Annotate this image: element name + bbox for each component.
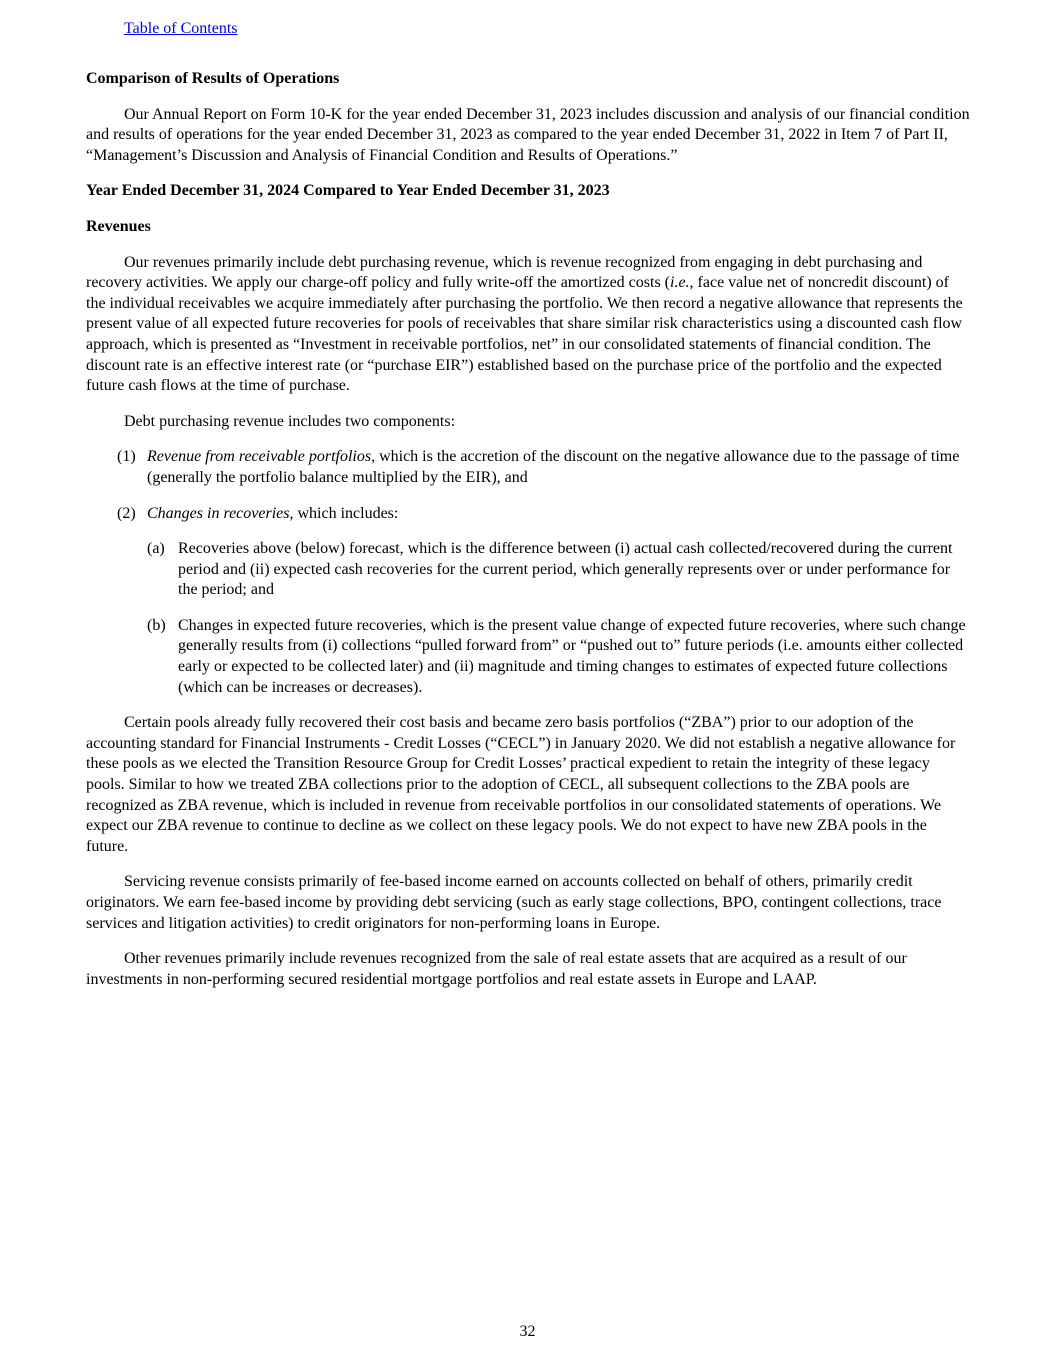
page-content — [86, 69, 970, 990]
list-marker: (2) — [117, 504, 136, 522]
list-item-1 — [86, 447, 970, 488]
comparison-heading: Comparison of Results of Operations — [86, 70, 340, 87]
list-item-2a — [86, 539, 970, 601]
item-2a-text: Recoveries above (below) forecast, which is the difference between (i) actual cash collected/recovered during the current period and (ii) expected cash recoveries for the current period, which generally represents over or under performance for the period; and — [178, 540, 953, 599]
other-revenues-paragraph: Other revenues primarily include revenues recognized from the sale of real estate assets that are acquired as a result of our investments in non-performing secured residential mortgage portfolios and real estate assets in Europe and LAAP. — [86, 950, 907, 988]
components-intro: Debt purchasing revenue includes two components: — [124, 412, 456, 430]
servicing-revenue-paragraph: Servicing revenue consists primarily of fee-based income earned on accounts collected on behalf of others, primarily credit originators. We earn fee-based income by providing debt servicing (such as early stage collections, BPO, contingent collections, trace services and litigation activities) to credit originators for non-performing loans in Europe. — [86, 873, 942, 932]
list-marker: (1) — [117, 448, 136, 466]
comparison-paragraph: Our Annual Report on Form 10-K for the year ended December 31, 2023 includes discussion and analysis of our financial condition and results of operations for the year ended December 31, 2023 as compared to the year ended December 31, 2022 in Item 7 of Part II, “Management’s Discussion and Analysis of Financial Condition and Results of Operations.” — [86, 105, 970, 164]
table-of-contents-link[interactable]: Table of Contents — [124, 20, 238, 37]
ie-abbreviation: i.e. — [670, 274, 690, 292]
revenues-intro-text-end: , face value net of noncredit discount) of the individual receivables we acquire immediately after purchasing the portfolio. We then record a negative allowance that represents the present value of all expected future recoveries for pools of receivables that share similar risk characteristics using a discounted cash flow approach, which is presented as “Investment in receivable portfolios, net” in our consolidated statements of financial condition. The discount rate is an effective interest rate (or “purchase EIR”) established based on the purchase price of the portfolio and the expected future cash flows at the time of purchase. — [86, 274, 963, 395]
item-1-text: , which is the accretion of the discount on the negative allowance due to the passage of time (generally the portfolio balance multiplied by the EIR), and — [147, 448, 960, 486]
list-item-2 — [86, 504, 970, 525]
page-number: 32 — [519, 1323, 536, 1340]
item-1-term: Revenue from receivable portfolios — [147, 448, 372, 466]
item-2-term: Changes in recoveries — [147, 504, 290, 522]
revenues-intro-text-start: Our revenues primarily include debt purchasing revenue, which is revenue recognized from engaging in debt purchasing and recovery activities. We apply our charge-off policy and fully write-off the amortized costs ( — [86, 253, 923, 292]
revenues-intro-paragraph — [86, 253, 970, 397]
list-marker: (a) — [147, 540, 165, 558]
list-marker: (b) — [147, 616, 166, 634]
revenues-heading: Revenues — [86, 217, 151, 235]
year-comparison-heading: Year Ended December 31, 2024 Compared to Year Ended December 31, 2023 — [86, 182, 610, 200]
zba-paragraph: Certain pools already fully recovered their cost basis and became zero basis portfolios (“ZBA”) prior to our adoption of the accounting standard for Financial Instruments - Credit Losses (“CECL”) in January 2020. We did not establish a negative allowance for these pools as we elected the Transition Resource Group for Credit Losses’ practical expedient to retain the integrity of these legacy pools. Similar to how we treated ZBA collections prior to the adoption of CECL, all subsequent collections to the ZBA pools are recognized as ZBA revenue, which is included in revenue from receivable portfolios in our consolidated statements of operations. We expect our ZBA revenue to continue to decline as we collect on these legacy pools. We do not expect to have new ZBA pools in the future. — [86, 714, 956, 855]
item-2b-text: Changes in expected future recoveries, which is the present value change of expected future recoveries, where such change generally results from (i) collections “pulled forward from” or “pushed out to” future periods (i.e. amounts either collected early or expected to be collected later) and (ii) magnitude and timing changes to estimates of expected future collections (which can be increases or decreases). — [178, 616, 966, 696]
list-item-2b — [86, 616, 970, 698]
item-2-text: , which includes: — [289, 504, 399, 522]
